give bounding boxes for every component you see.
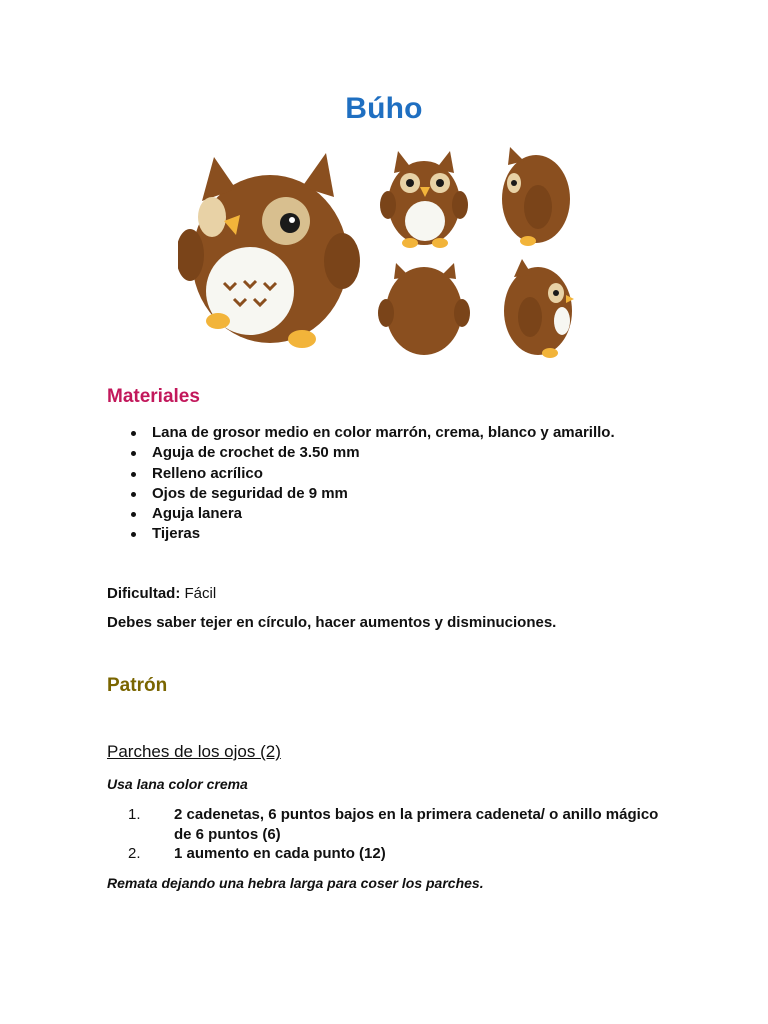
materials-item: Ojos de seguridad de 9 mm: [128, 484, 615, 504]
difficulty-label: Dificultad:: [107, 585, 181, 602]
yarn-note: Usa lana color crema: [107, 776, 248, 792]
step-number: 2.: [128, 845, 141, 862]
prerequisites-text: Debes saber tejer en círculo, hacer aumentos y disminuciones.: [107, 614, 557, 631]
materials-item: Aguja de crochet de 3.50 mm: [128, 443, 615, 463]
materials-heading: Materiales: [107, 386, 200, 407]
small-owl-side-2: [504, 259, 574, 358]
eye-patches-heading: Parches de los ojos (2): [107, 742, 281, 761]
difficulty-value: Fácil: [184, 585, 217, 602]
materials-list: [128, 423, 615, 545]
materials-item: Aguja lanera: [128, 504, 615, 524]
materials-item: Relleno acrílico: [128, 464, 615, 484]
small-owl-side: [502, 147, 570, 246]
materials-item: Lana de grosor medio en color marrón, crema, blanco y amarillo.: [128, 423, 615, 443]
eye-patches-steps: [128, 805, 673, 864]
difficulty-line: [107, 585, 216, 602]
step-text: 2 cadenetas, 6 puntos bajos en la primera cadeneta/ o anillo mágico de 6 puntos (6): [174, 806, 659, 843]
pattern-heading: Patrón: [107, 675, 168, 696]
step-item: [128, 844, 673, 864]
step-text: 1 aumento en cada punto (12): [174, 845, 386, 862]
big-owl: [178, 153, 360, 348]
step-number: 1.: [128, 806, 141, 823]
step-item: [128, 805, 673, 844]
materials-item: Tijeras: [128, 524, 615, 544]
small-owl-back: [378, 263, 470, 355]
finish-note: Remata dejando una hebra larga para coser los parches.: [107, 875, 484, 891]
owl-photo: [178, 143, 594, 375]
small-owl-front: [380, 151, 468, 248]
page-title: Búho: [345, 92, 423, 125]
